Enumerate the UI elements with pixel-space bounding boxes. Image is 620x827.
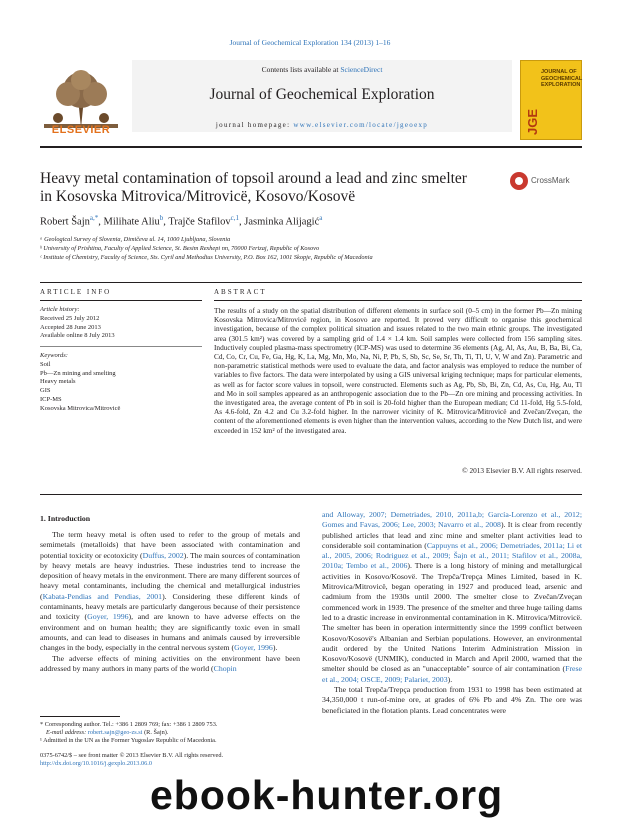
affiliation-c: ᶜ Institute of Chemistry, Faculty of Science, Sts. Cyril and Methodius University, P.O. Box 162, 1001 Skopje, Republic of Macedonia (40, 254, 373, 261)
section-divider (40, 282, 582, 283)
journal-title: Journal of Geochemical Exploration (209, 86, 435, 103)
keyword-item: ICP-MS (40, 395, 62, 403)
history-label: Article history: (40, 306, 80, 313)
crossmark-icon (510, 172, 528, 190)
footnote-email (40, 729, 300, 737)
author-name[interactable]: Robert Šajn (40, 216, 90, 228)
intro-paragraph-2 (40, 654, 300, 675)
keywords-block (40, 352, 202, 414)
publisher-name: ELSEVIER (51, 124, 111, 136)
intro-paragraph-continued (322, 510, 582, 685)
author-affiliation-marker[interactable]: c,1 (230, 214, 240, 222)
footnote-divider (40, 716, 120, 717)
article-info-heading: ARTICLE INFO (40, 288, 112, 296)
abstract-divider (214, 300, 582, 301)
keywords-label: Keywords: (40, 352, 68, 359)
body-text: ). (272, 643, 278, 653)
author-name[interactable]: Jasminka Alijagić (244, 216, 320, 228)
citation-link[interactable]: and Alloway, 2007; Demetriades, 2010, 2011a,b; García-Lorenzo et al., 2012; Gomes and Favas, 2006; Lee, 2003; Navarro et al., 2008 (322, 510, 582, 530)
keyword-item: Heavy metals (40, 378, 76, 386)
doi-link[interactable]: http://dx.doi.org/10.1016/j.gexplo.2013.06.0 (40, 760, 153, 768)
keywords-divider (40, 346, 202, 347)
affiliation-b: ᵇ University of Prishtina, Faculty of Applied Science, St. Besim Rexhepi nn, 70000 Ferizaj, Republic of Kosovo (40, 245, 320, 252)
history-received: Received 25 July 2012 (40, 314, 100, 322)
body-text: The term heavy metal is often used to refer to the group of metals and semimetals (metalloids) that have been associated with contamination and potential toxicity or ecotoxicity ( (40, 530, 300, 560)
crossmark-label: CrossMark (531, 176, 570, 185)
homepage-link[interactable]: www.elsevier.com/locate/jgeoexp (293, 121, 429, 129)
copyright-notice: © 2013 Elsevier B.V. All rights reserved. (462, 466, 582, 475)
introduction-heading: 1. Introduction (40, 514, 91, 523)
keyword-item: Kosovska Mitrovica/Mitrovicë (40, 404, 121, 412)
footnote-corresponding: * Corresponding author. Tel.: +386 1 2809 769; fax: +386 1 2809 753. (40, 721, 218, 728)
body-text: ). The main sources of contamination by heavy metals are heavy industries. These industries tend to increase the deposition of heavy metals in the environment. There are many different sources of heavy metal contaminants, including the chemical and metallurgical industries ( (40, 550, 301, 601)
citation-link[interactable]: Frese et al., 2004; OSCE, 2009; Palariet, 2003 (322, 664, 582, 684)
header-divider (40, 146, 582, 148)
citation-link[interactable]: Duffus, 2002 (142, 550, 184, 560)
footnote-1: ¹ Admitted in the UN as the Former Yugoslav Republic of Macedonia. (40, 737, 217, 744)
body-column-right (322, 510, 582, 716)
author-list: Robert Šajn$^{a,*}$, Milihate Aliu$^b$, Trajče Stafilov$^{c,1}$, Jasminka Alijagić$^a$ (40, 214, 323, 228)
citation-link[interactable]: Cappuyns et al., 2006; Demetriades, 2011a; Li et al., 2005, 2006; Rodriguez et al., 2009; Šajn et al., 2011; Stafilov et al., 2008a, 2010a; Tembo et al., 2006 (322, 540, 582, 571)
intro-paragraph-1 (40, 530, 300, 654)
crossmark-badge[interactable] (510, 172, 580, 192)
citation-link[interactable]: Chopin (213, 663, 237, 673)
author-affiliation-marker[interactable]: b (159, 214, 164, 222)
email-suffix: (R. Šajn). (142, 729, 169, 736)
article-history (40, 306, 202, 341)
title-line-2: in Kosovska Mitrovica/Mitrovicë, Kosovo/Kosovë (40, 188, 356, 205)
body-text: ). (447, 674, 453, 684)
intro-paragraph-3: The total Trepča/Trepça production from 1931 to 1998 has been estimated at 34,350,000 t run-of-mine ore, at grades of 6% Pb and 4% Zn. The ore was beneficiated in the flotation plants. Lead concentrates were (322, 685, 582, 715)
citation-link[interactable]: Goyer, 1996 (234, 643, 273, 653)
body-text: ). Considering these different kinds of contaminants, heavy metals are particularly dangerous because of their persistence and toxicity ( (40, 591, 300, 622)
title-line-1: Heavy metal contamination of topsoil around a lead and zinc smelter (40, 170, 467, 187)
issn-line: 0375-6742/$ – see front matter © 2013 Elsevier B.V. All rights reserved. (40, 752, 224, 759)
email-label: E-mail address: (46, 729, 88, 736)
author-affiliation-marker[interactable]: a (319, 214, 323, 222)
email-link[interactable]: robert.sajn@geo-zs.si (87, 729, 143, 736)
body-divider (40, 494, 582, 495)
sciencedirect-link[interactable]: ScienceDirect (340, 65, 383, 74)
history-accepted: Accepted 28 June 2013 (40, 323, 101, 331)
contents-line (132, 65, 512, 74)
journal-homepage (132, 121, 512, 129)
contents-prefix: Contents lists available at (261, 65, 341, 74)
abstract-text: The results of a study on the spatial distribution of different elements in surface soil (0–5 cm) in the former Pb—Zn mining Kosovska Mitrovica/Mitrovicë region, in Kosovo are reported. It proved very difficult to organise this geochemical investigation, because of the complex political situation and issues related to the two main ethnic groups. The investigated area (301.5 km²) was covered by a sampling grid of 1.4 × 1.4 km. Soil samples were collected from 156 sampling sites. Inductively coupled plasma-mass spectrometry (ICP-MS) was used to determine 36 elements (Ag, Al, As, Au, B, Ba, Bi, Ca, Cd, Co, Cr, Cu, Fe, Ga, Hg, K, La, Mg, Mn, Mo, Na, Ni, P, Pb, S, Sb, Sc, Se, Sr, Th, Ti, Tl, U, V, W and Zn). Parametric and non-parametric statistical methods were used to evaluate the data, and factor analysis was employed to reduce the number of variables to five factors. The data were interpolated by using a GIS universal kriging technique; maps for particular elements, as well as for factor score values in topsoil, were constructed. Elements such as Ag, Pb, Sb, Bi, Zn, Cd, As, Cu, Hg, Au, Tl and Mo in soil samples appeared as an anthropogenic association due to the Pb—Zn ore mining and processing activities. In the investigated area, the average content of Pb in soil is 20-fold higher than the European median; Cd 11-fold, Hg 5.5-fold, As 4.6-fold, Zn 4.2 and Cu 3.2-fold higher. In the narrower vicinity of K. Mitrovica/Mitrovicë and Zvečan/Zveçan, the content of the aforementioned elements is even higher than the intervention values, according to the New Dutch list, and were exceeded in 152 km² of the investigated area. (214, 306, 582, 435)
affiliation-a: ᵃ Geological Survey of Slovenia, Dimičeva ul. 14, 1000 Ljubljana, Slovenia (40, 236, 231, 243)
article-title (40, 170, 490, 206)
cover-abbreviation: JGE (525, 108, 540, 135)
keyword-item: Pb—Zn mining and smelting (40, 369, 116, 377)
body-text: ). It is clear from recently published articles that lead and zinc mine and smelter plant activities lead to considerable soil contamination ( (322, 520, 582, 550)
author-name[interactable]: Milihate Aliu (103, 216, 160, 228)
article-info-divider (40, 300, 202, 301)
watermark-text: ebook-hunter.org (150, 772, 504, 818)
cover-title: JOURNAL OF GEOCHEMICAL EXPLORATION (541, 69, 583, 88)
citation-link[interactable]: Kabata-Pendias and Pendias, 2001 (42, 591, 163, 601)
journal-reference[interactable]: Journal of Geochemical Exploration 134 (2013) 1–16 (229, 38, 391, 47)
body-text: The adverse effects of mining activities on the environment have been addressed by many authors in many parts of the world ( (40, 653, 300, 673)
body-text: ). There is a long history of mining and metallurgical activities in Kosovo/Kosovë. The Trepča/Trepça Mines Limited, based in K. Mitrovica/Mitrovicë, began operating in 1927 and produced lead, arsenic and cadmium from the 1930s until 2000. The smelter close to Zvečan/Zveçan commenced work in 1939. The presence of the smelter and three huge tailing dams led to a drastic increase in environmental contamination in K. Mitrovica/Mitrovicë. The smelter has been in operation intermittently since the 1999 conflict between Kosovo/Kosovë's Albanian and Serbian populations. However, an environmental audit ordered by the United Nations Interim Administration Mission in Kosovo/Kosovë (UNMIK), conducted in March and April 2000, warned that the smelter should be closed as an "unacceptable" source of air contamination ( (322, 561, 582, 674)
author-affiliation-marker[interactable]: a,* (89, 214, 99, 222)
journal-cover-thumbnail[interactable] (520, 60, 582, 140)
citation-link[interactable]: Goyer, 1996 (87, 612, 129, 622)
history-online: Available online 8 July 2013 (40, 332, 115, 340)
author-name[interactable]: Trajče Stafilov (168, 216, 231, 228)
homepage-prefix: journal homepage: (215, 121, 294, 129)
issn-block (40, 752, 300, 768)
abstract-heading: ABSTRACT (214, 288, 267, 296)
keyword-item: GIS (40, 387, 51, 395)
keyword-item: Soil (40, 360, 51, 368)
body-text: ), and are known to have adverse effects on the environment and on human health; they are significantly toxic even in small amounts, and can lead to diseases in humans and animals caused by irreversible changes in the body, especially in the central nervous system ( (40, 612, 301, 653)
body-column-left (40, 530, 300, 674)
